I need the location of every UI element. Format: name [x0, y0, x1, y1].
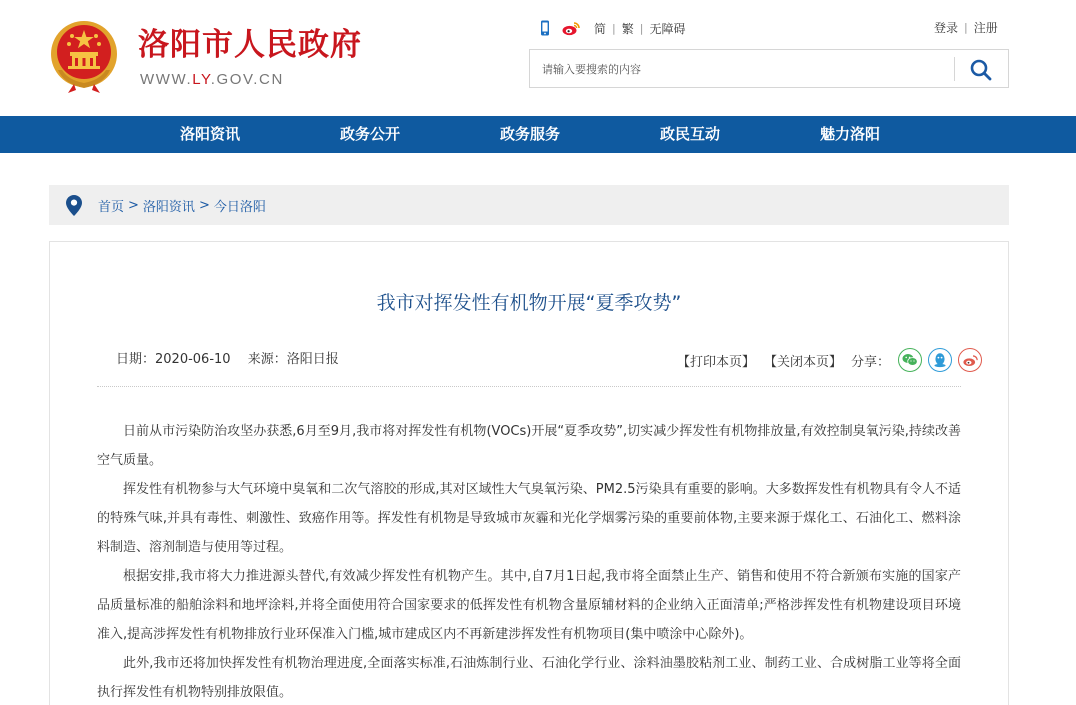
breadcrumb-luoyang-news[interactable]: 洛阳资讯	[142, 200, 195, 215]
article-paragraph: 挥发性有机物参与大气环境中臭氧和二次气溶胶的形成,其对区域性大气臭氧污染、PM2.5污染具有重要的影响。大多数挥发性有机物具有令人不适的特殊气味,并具有毒性、刺激性、致癌作用等。挥发性有机物是导致城市灰霾和光化学烟雾污染的重要前体物,主要来源于煤化工、石油化工、燃料涂料制造、溶剂制造与使用等过程。	[97, 482, 962, 555]
share-label: 分享：	[851, 354, 891, 370]
auth-links	[934, 19, 998, 36]
breadcrumb-separator: >	[128, 198, 139, 213]
main-nav	[0, 116, 1076, 153]
weibo-icon	[963, 354, 978, 367]
qq-icon	[933, 352, 947, 368]
article-paragraph: 日前从市污染防治攻坚办获悉,6月至9月,我市将对挥发性有机物(VOCs)开展“夏季攻势”,切实减少挥发性有机物排放量,有效控制臭氧污染,持续改善空气质量。	[97, 424, 961, 468]
separator: |	[612, 21, 616, 35]
article-title: 我市对挥发性有机物开展“夏季攻势”	[376, 292, 682, 314]
article-actions	[677, 348, 988, 372]
register-link[interactable]: 注册	[973, 21, 998, 35]
search-icon	[970, 59, 992, 81]
search-divider	[954, 57, 955, 81]
separator: |	[639, 21, 644, 35]
traditional-chinese-link[interactable]: 繁	[621, 21, 634, 36]
site-url-highlight: LY	[192, 71, 211, 88]
separator: |	[964, 21, 968, 34]
breadcrumb-home[interactable]: 首页	[98, 200, 125, 215]
accessibility-link[interactable]: 无障碍	[649, 21, 686, 36]
location-pin-icon	[66, 195, 82, 216]
search-button[interactable]	[967, 57, 995, 83]
search-input[interactable]	[542, 60, 942, 78]
share-qq-button[interactable]	[928, 348, 952, 372]
close-page-button[interactable]: 【关闭本页】	[764, 354, 843, 370]
mobile-icon[interactable]	[540, 20, 550, 36]
site-title[interactable]: 洛阳市人民政府	[138, 27, 362, 63]
nav-item-government-services[interactable]: 政务服务	[499, 125, 560, 143]
login-link[interactable]: 登录	[934, 21, 959, 35]
search-box	[529, 49, 1009, 88]
breadcrumb	[49, 185, 1009, 225]
site-header	[0, 0, 1076, 116]
print-page-button[interactable]: 【打印本页】	[677, 354, 756, 370]
breadcrumb-separator: >	[198, 198, 210, 213]
nav-item-charming-luoyang[interactable]: 魅力洛阳	[819, 125, 880, 143]
article-date: 日期：2020-06-10	[116, 352, 231, 367]
nav-item-public-interaction[interactable]: 政民互动	[659, 125, 720, 143]
breadcrumb-today-luoyang[interactable]: 今日洛阳	[213, 200, 266, 215]
breadcrumb-links	[98, 196, 266, 215]
meta-divider	[97, 386, 961, 387]
emblem-icon[interactable]	[48, 18, 120, 94]
weibo-icon[interactable]	[562, 21, 580, 36]
share-wechat-button[interactable]	[898, 348, 922, 372]
nav-item-government-affairs-public[interactable]: 政务公开	[339, 125, 400, 143]
site-url	[140, 71, 284, 88]
article-panel	[49, 241, 1009, 705]
site-url-suffix: .GOV.CN	[210, 71, 284, 88]
site-url-prefix: WWW.	[140, 71, 193, 88]
article-paragraph: 此外,我市还将加快挥发性有机物治理进度,全面落实标准,石油炼制行业、石油化学行业、涂料油墨胶粘剂工业、制药工业、合成树脂工业等将全面执行挥发性有机物特别排放限值。	[97, 656, 961, 700]
article-body	[97, 417, 961, 705]
share-weibo-button[interactable]	[958, 348, 982, 372]
top-tools	[540, 19, 685, 37]
article-source: 来源：洛阳日报	[247, 352, 339, 367]
nav-item-luoyang-news[interactable]: 洛阳资讯	[179, 125, 240, 143]
article-meta	[116, 348, 352, 367]
article-paragraph: 根据安排,我市将大力推进源头替代,有效减少挥发性有机物产生。其中,自7月1日起,我市将全面禁止生产、销售和使用不符合新颁布实施的国家产品质量标准的船舶涂料和地坪涂料,并将全面使用符合国家要求的低挥发性有机物含量原辅材料的企业纳入正面清单;严格涉挥发性有机物建设项目环境准入,提高涉挥发性有机物排放行业环保准入门槛,城市建成区内不再新建涉挥发性有机物项目(集中喷涂中心除外)。	[97, 569, 961, 642]
wechat-icon	[902, 353, 918, 367]
simplified-chinese-link[interactable]: 简	[594, 21, 607, 36]
